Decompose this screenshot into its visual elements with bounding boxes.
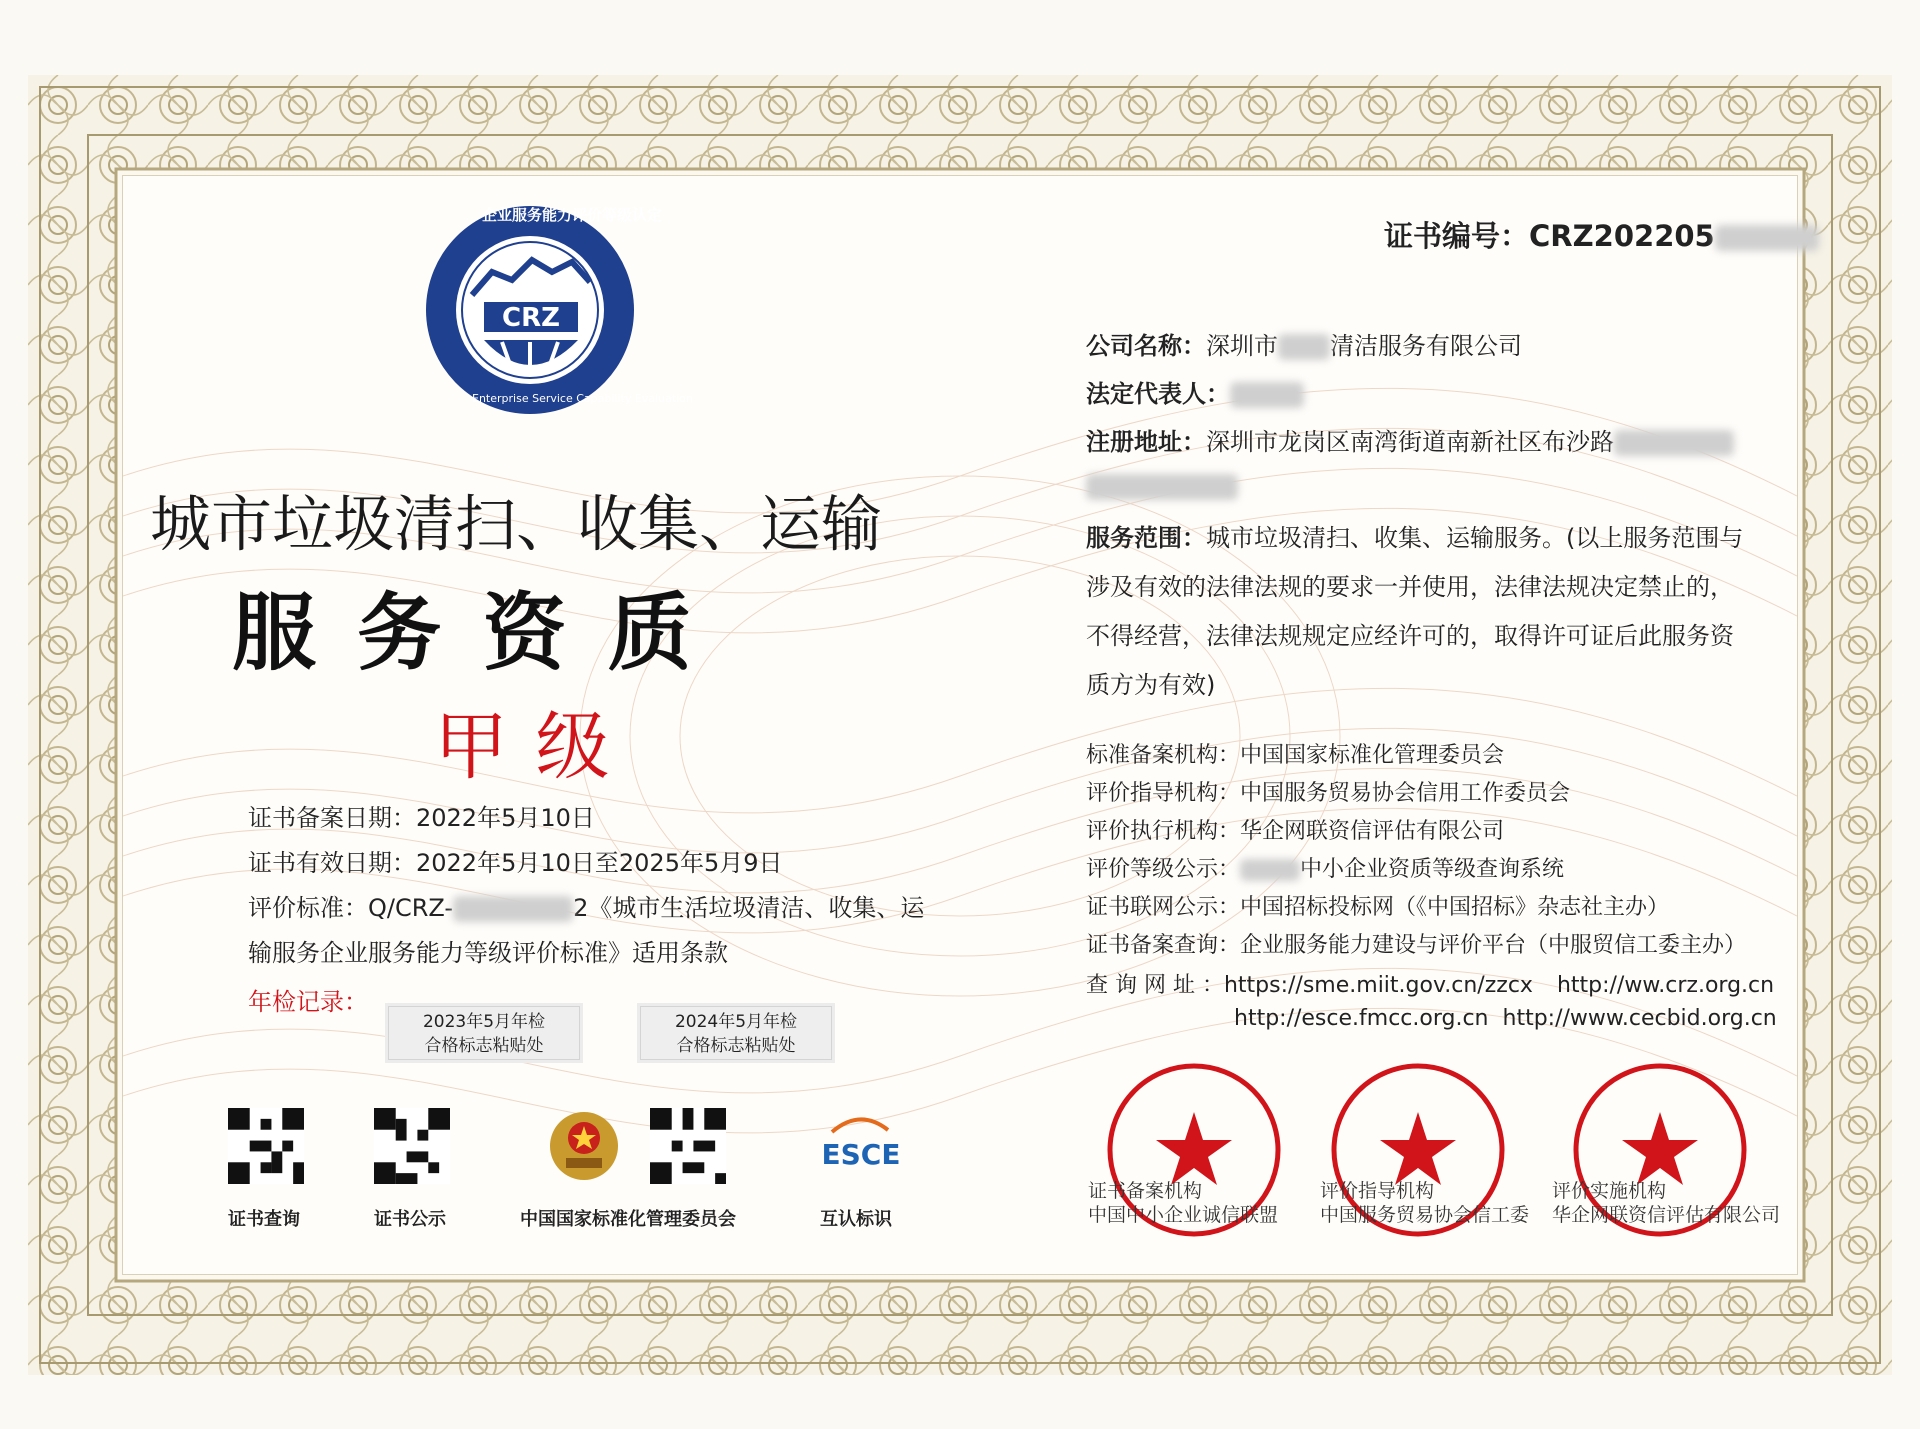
qr-caption-publicity: 证书公示 (374, 1209, 446, 1230)
org-label: 评价指导机构： (1086, 781, 1241, 806)
redacted-block (1715, 225, 1819, 251)
inspection-sticker-2023 (388, 1006, 580, 1060)
qr-code-icon[interactable] (374, 1108, 450, 1184)
sticker-line2: 合格标志粘贴处 (676, 1036, 796, 1056)
logo-arc-text-cn: 企业服务能力评价等级认定 (482, 206, 663, 224)
seal-label-line2: 华企网联资信评估有限公司 (1552, 1204, 1781, 1226)
national-emblem-icon (548, 1108, 620, 1184)
org-value: 华企网联资信评估有限公司 (1240, 819, 1505, 844)
crz-logo (412, 200, 693, 420)
org-row (1086, 738, 1504, 769)
filing-date-label: 证书备案日期： (248, 804, 416, 832)
evaluation-standard-line2: 输服务企业服务能力等级评价标准》适用条款 (248, 939, 728, 967)
certificate-title-line1: 城市垃圾清扫、收集、运输 (150, 489, 883, 560)
org-value: 企业服务能力建设与评价平台（中服贸信工委主办） (1240, 933, 1747, 958)
query-url-link[interactable]: http://www.cecbid.org.cn (1502, 1006, 1777, 1031)
query-urls-row1 (1086, 968, 1774, 999)
org-label: 评价等级公示： (1086, 857, 1241, 882)
redacted-block (453, 896, 573, 922)
org-row (1086, 928, 1746, 959)
service-scope-line1: 城市垃圾清扫、收集、运输服务。(以上服务范围与 (1206, 524, 1744, 552)
address-line2 (1086, 474, 1238, 500)
filing-date (248, 798, 595, 833)
valid-date (248, 843, 783, 878)
esce-logo-icon (818, 1112, 904, 1182)
org-row (1086, 776, 1570, 807)
org-value: 中国招标投标网（《中国招标》杂志社主办） (1240, 895, 1670, 920)
sticker-line1: 2024年5月年检 (674, 1012, 798, 1032)
service-scope-line2: 涉及有效的法律法规的要求一并使用，法律法规决定禁止的， (1086, 573, 1734, 601)
query-url-link[interactable]: http://ww.crz.org.cn (1556, 973, 1775, 998)
redacted-block (1614, 430, 1734, 456)
legal-representative (1086, 374, 1304, 409)
company-name (1086, 326, 1522, 361)
company-name-suffix: 清洁服务有限公司 (1330, 332, 1522, 360)
certificate-title-main: 服 务 资 质 (232, 584, 698, 682)
query-urls-row2 (1234, 1006, 1777, 1031)
query-url-link[interactable]: https://sme.miit.gov.cn/zzcx (1223, 973, 1533, 998)
redacted-block (1240, 859, 1300, 881)
query-url-link[interactable]: http://esce.fmcc.org.cn (1234, 1006, 1489, 1031)
seal-label-line1: 证书备案机构 (1088, 1180, 1203, 1202)
company-name-prefix: 深圳市 (1206, 332, 1278, 360)
standard-suffix: 2《城市生活垃圾清洁、收集、运 (573, 894, 925, 922)
standard-prefix: Q/CRZ- (368, 894, 454, 922)
official-seal (1320, 1060, 1530, 1240)
service-scope-line3: 不得经营，法律法规规定应经许可的，取得许可证后此服务资 (1086, 622, 1734, 650)
address-value: 深圳市龙岗区南湾街道南新社区布沙路 (1206, 428, 1614, 456)
qr-code-icon[interactable] (228, 1108, 304, 1184)
svg-text:CRZ: CRZ (502, 303, 560, 333)
qr-caption-query: 证书查询 (228, 1209, 300, 1230)
service-scope-line4: 质方为有效) (1086, 671, 1216, 699)
valid-date-value: 2022年5月10日至2025年5月9日 (416, 849, 783, 877)
official-seal (1552, 1060, 1792, 1240)
org-label: 证书联网公示： (1086, 895, 1241, 920)
org-row (1086, 852, 1564, 883)
filing-date-value: 2022年5月10日 (416, 804, 595, 832)
sticker-line2: 合格标志粘贴处 (424, 1036, 544, 1056)
redacted-block (1230, 382, 1304, 408)
certificate-number-label: 证书编号： (1384, 219, 1530, 253)
annual-inspection-label: 年检记录： (248, 988, 368, 1016)
org-label: 评价执行机构： (1086, 819, 1241, 844)
org-label: 标准备案机构： (1086, 743, 1241, 768)
certificate-number-value: CRZ202205 (1529, 219, 1715, 253)
certificate-number (1384, 214, 1819, 255)
emblem-caption: 中国国家标准化管理委员会 (520, 1209, 736, 1230)
service-scope (1086, 518, 1743, 553)
esce-text: ESCE (821, 1138, 901, 1171)
certificate-grade: 甲 级 (434, 704, 612, 790)
service-scope-label: 服务范围： (1086, 524, 1206, 552)
org-value: 中国服务贸易协会信用工作委员会 (1240, 781, 1571, 806)
legal-representative-label: 法定代表人： (1086, 380, 1230, 408)
qr-code-icon[interactable] (650, 1108, 726, 1184)
org-row (1086, 814, 1504, 845)
evaluation-standard (248, 888, 924, 923)
esce-caption: 互认标识 (820, 1209, 892, 1230)
official-seal (1088, 1060, 1298, 1240)
seal-label-line2: 中国中小企业诚信联盟 (1088, 1204, 1279, 1226)
sticker-line1: 2023年5月年检 (422, 1012, 546, 1032)
seal-label-line1: 评价实施机构 (1552, 1180, 1667, 1202)
logo-arc-text-en: Enterprise Service Capability Evaluation (472, 392, 693, 405)
valid-date-label: 证书有效日期： (248, 849, 416, 877)
org-row (1086, 890, 1669, 921)
query-label: 查 询 网 址 ： (1086, 973, 1224, 998)
redacted-block (1086, 474, 1238, 500)
org-value: 中小企业资质等级查询系统 (1300, 857, 1565, 882)
org-value: 中国国家标准化管理委员会 (1240, 743, 1505, 768)
standard-label: 评价标准： (248, 894, 368, 922)
address-label: 注册地址： (1086, 428, 1206, 456)
inspection-sticker-2024 (640, 1006, 832, 1060)
seal-label-line1: 评价指导机构 (1320, 1180, 1435, 1202)
org-label: 证书备案查询： (1086, 933, 1241, 958)
redacted-block (1278, 334, 1330, 360)
seal-label-line2: 中国服务贸易协会信工委 (1320, 1204, 1530, 1226)
company-name-label: 公司名称： (1086, 332, 1206, 360)
registered-address (1086, 422, 1734, 457)
